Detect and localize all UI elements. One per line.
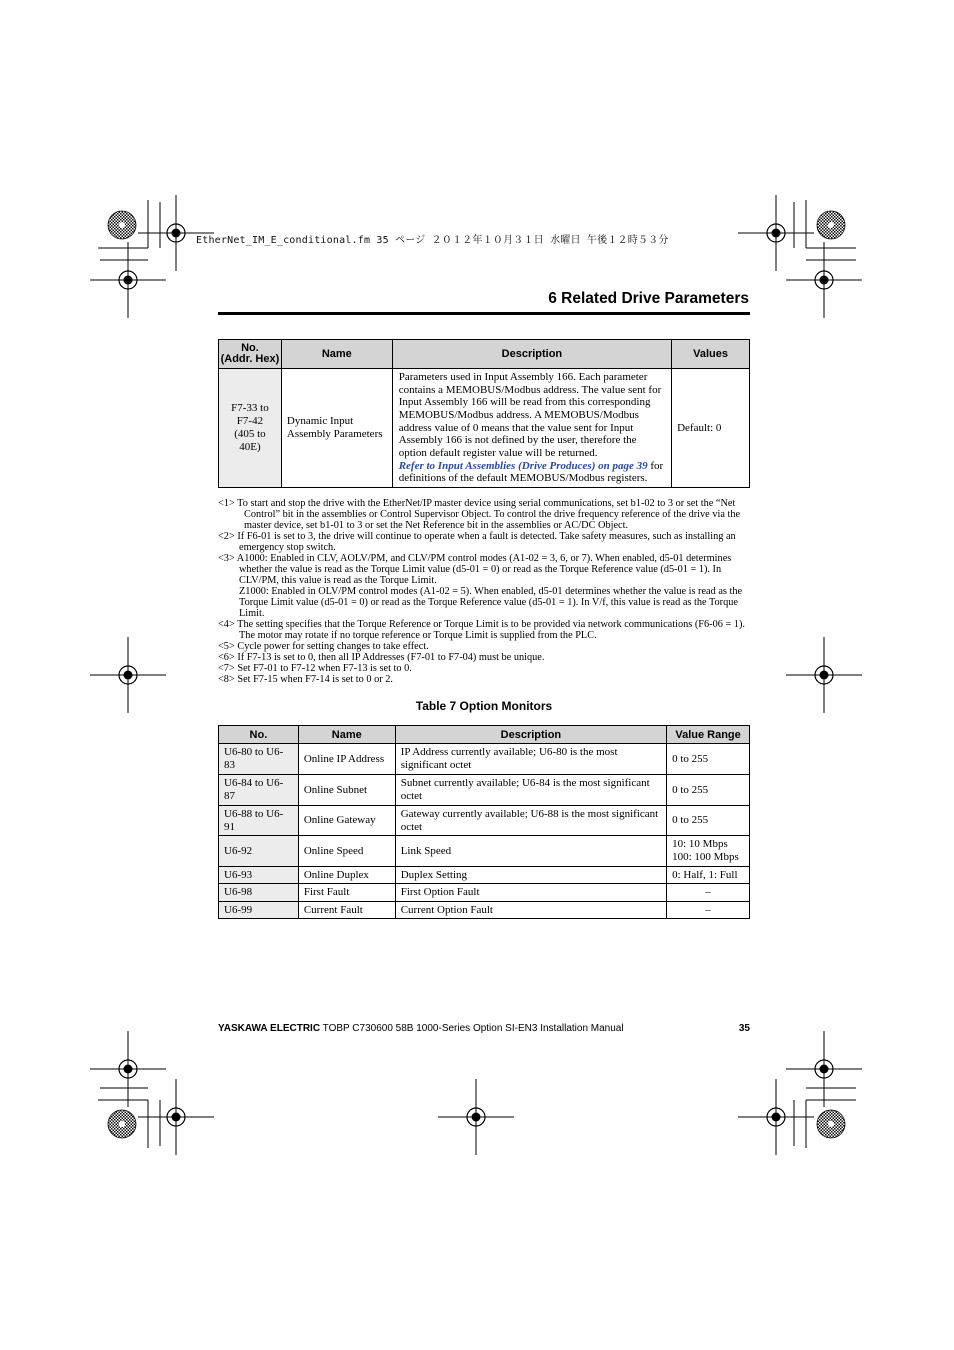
cell-name: First Fault xyxy=(298,884,395,902)
cell-range: 10: 10 Mbps 100: 100 Mbps xyxy=(667,836,750,867)
cell-no: U6-92 xyxy=(219,836,299,867)
footnote-tag: <7> xyxy=(218,663,235,674)
cell-range: – xyxy=(667,902,750,919)
cell-no: U6-93 xyxy=(219,867,299,884)
registration-crosshair-icon xyxy=(438,1079,514,1155)
registration-crosshair-icon xyxy=(786,242,862,318)
cell-name: Online Gateway xyxy=(298,806,395,836)
footnote-tag: <3> xyxy=(218,553,235,564)
table-row xyxy=(219,867,750,884)
footnote-text: Cycle power for setting changes to take effect. xyxy=(237,641,429,652)
footer-document-title: TOBP C730600 58B 1000-Series Option SI-EN3 Installation Manual xyxy=(320,1023,624,1034)
cell-range: 0 to 255 xyxy=(667,806,750,836)
footnote-text: Set F7-01 to F7-12 when F7-13 is set to 0. xyxy=(237,663,412,674)
column-header-description: Description xyxy=(395,726,666,744)
table-row xyxy=(219,775,750,806)
footnote-text: The setting specifies that the Torque Reference or Torque Limit is to be provided via network communications (F6-06 = 1). The motor may rotate if no torque reference or Torque Limit is supplied from the PLC. xyxy=(237,619,745,641)
print-header-line: EtherNet_IM_E_conditional.fm 35 ページ ２０１２年１０月３１日 水曜日 午後１２時５３分 xyxy=(196,235,669,246)
cell-description: Gateway currently available; U6-88 is the most significant octet xyxy=(395,806,666,836)
cell-no: F7-33 to F7-42 (405 to 40E) xyxy=(219,369,282,488)
registration-crosshair-icon xyxy=(786,1031,862,1107)
footnote-text: To start and stop the drive with the EtherNet/IP master device using serial communications, set b1-02 to 3 or set the “Net Control” bit in the assemblies or Control Supervisor Object. To control the drive frequency reference of the drive via the master device, set b1-01 to 3 or set the Net Reference bit in the assemblies or AC/DC Object. xyxy=(237,498,741,531)
footnote xyxy=(218,619,750,641)
footnote-text: If F6-01 is set to 3, the drive will continue to operate when a fault is detected. Take safety measures, such as installing an emergency stop switch. xyxy=(237,531,736,553)
cell-range: 0 to 255 xyxy=(667,775,750,806)
footnote xyxy=(218,498,750,531)
registration-crosshair-icon xyxy=(738,1079,814,1155)
column-header-no: No. xyxy=(219,726,299,744)
cell-name: Dynamic Input Assembly Parameters xyxy=(281,369,392,488)
footnote-tag: <8> xyxy=(218,674,235,685)
footnote-continuation: Z1000: Enabled in OLV/PM control modes (A1-02 = 5). When enabled, d5-01 determines whether the value is read as the Torque Limit value (d5-01 = 0) or read as the Torque Reference value (d5-01 = 1). In V/f, this value is read as the Torque Limit. xyxy=(239,586,743,619)
column-header-name: Name xyxy=(298,726,395,744)
table-header-row xyxy=(219,726,750,744)
page-number: 35 xyxy=(738,1023,750,1034)
footnote xyxy=(218,553,750,586)
table-row xyxy=(219,806,750,836)
table-row xyxy=(219,369,750,488)
cell-no: U6-99 xyxy=(219,902,299,919)
cell-range: 0: Half, 1: Full xyxy=(667,867,750,884)
footnote xyxy=(218,674,750,685)
cell-description: First Option Fault xyxy=(395,884,666,902)
cell-description: IP Address currently available; U6-80 is the most significant octet xyxy=(395,744,666,775)
description-tail: for xyxy=(647,459,664,472)
description-tail: definitions of the default MEMOBUS/Modbus registers. xyxy=(398,472,648,485)
cell-no: U6-98 xyxy=(219,884,299,902)
parameter-table xyxy=(218,339,750,488)
cell-description: Current Option Fault xyxy=(395,902,666,919)
footnote-tag: <5> xyxy=(218,641,235,652)
description-text: Parameters used in Input Assembly 166. Each parameter contains a MEMOBUS/Modbus address. The value sent for Input Assembly 166 will be read from this corresponding MEMOBUS/Modbus address. A MEMOBUS/Modbus address value of 0 means that the value sent for Input Assembly 166 is not defined by the user, therefore the option default register value will be returned. xyxy=(398,370,662,460)
footnote-tag: <6> xyxy=(218,652,235,663)
column-header-value-range: Value Range xyxy=(667,726,750,744)
starburst-target-icon xyxy=(817,1110,845,1138)
table-caption: Table 7 Option Monitors xyxy=(415,699,553,713)
cell-name: Online IP Address xyxy=(298,744,395,775)
footnote-text: A1000: Enabled in CLV, AOLV/PM, and CLV/PM control modes (A1-02 = 3, 6, or 7). When enabled, d5-01 determines whether the value is read as the Torque Limit value (d5-01 = 0) or read as the Torque Reference value (d5-01 = 1). In CLV/PM, this value is read as the Torque Limit. xyxy=(236,553,732,586)
table-row xyxy=(219,884,750,902)
cell-range: 0 to 255 xyxy=(667,744,750,775)
table-row xyxy=(219,744,750,775)
cell-name: Online Speed xyxy=(298,836,395,867)
starburst-target-icon xyxy=(817,211,845,239)
page-footer xyxy=(218,1023,750,1034)
registration-crosshair-icon xyxy=(786,637,862,713)
registration-crosshair-icon xyxy=(90,242,166,318)
table-row xyxy=(219,836,750,867)
cell-name: Online Duplex xyxy=(298,867,395,884)
cell-description xyxy=(392,369,671,488)
footer-brand: YASKAWA ELECTRIC xyxy=(218,1023,321,1034)
cell-values: Default: 0 xyxy=(672,369,750,488)
column-header-no: No. (Addr. Hex) xyxy=(219,340,282,369)
section-title: 6 Related Drive Parameters xyxy=(548,290,749,307)
cell-name: Current Fault xyxy=(298,902,395,919)
cell-name: Online Subnet xyxy=(298,775,395,806)
table-row xyxy=(219,902,750,919)
table-header-row xyxy=(219,340,750,369)
registration-crosshair-icon xyxy=(90,1031,166,1107)
starburst-target-icon xyxy=(108,211,136,239)
column-header-name: Name xyxy=(281,340,392,369)
registration-crosshair-icon xyxy=(138,1079,214,1155)
column-header-values: Values xyxy=(672,340,750,369)
column-header-description: Description xyxy=(392,340,671,369)
footnote-tag: <4> xyxy=(218,619,235,630)
starburst-target-icon xyxy=(108,1110,136,1138)
cell-range: – xyxy=(667,884,750,902)
registration-crosshair-icon xyxy=(90,637,166,713)
cross-reference-link[interactable]: Refer to Input Assemblies (Drive Produces) on page 39 xyxy=(398,459,648,472)
cell-no: U6-88 to U6-91 xyxy=(219,806,299,836)
footnote xyxy=(218,663,750,674)
footnote-tag: <1> xyxy=(218,498,235,509)
footnote xyxy=(218,641,750,652)
footnote-text: If F7-13 is set to 0, then all IP Addresses (F7-01 to F7-04) must be unique. xyxy=(237,652,545,663)
cell-description: Duplex Setting xyxy=(395,867,666,884)
cell-description: Link Speed xyxy=(395,836,666,867)
footnote xyxy=(218,531,750,553)
cell-no: U6-84 to U6-87 xyxy=(219,775,299,806)
section-rule xyxy=(218,312,750,315)
footnotes xyxy=(218,498,750,685)
footnote xyxy=(218,652,750,663)
registration-crosshair-icon xyxy=(738,195,814,271)
option-monitors-table xyxy=(218,725,750,919)
footnote-tag: <2> xyxy=(218,531,235,542)
footnote-text: Set F7-15 when F7-14 is set to 0 or 2. xyxy=(237,674,393,685)
cell-no: U6-80 to U6-83 xyxy=(219,744,299,775)
cell-description: Subnet currently available; U6-84 is the most significant octet xyxy=(395,775,666,806)
